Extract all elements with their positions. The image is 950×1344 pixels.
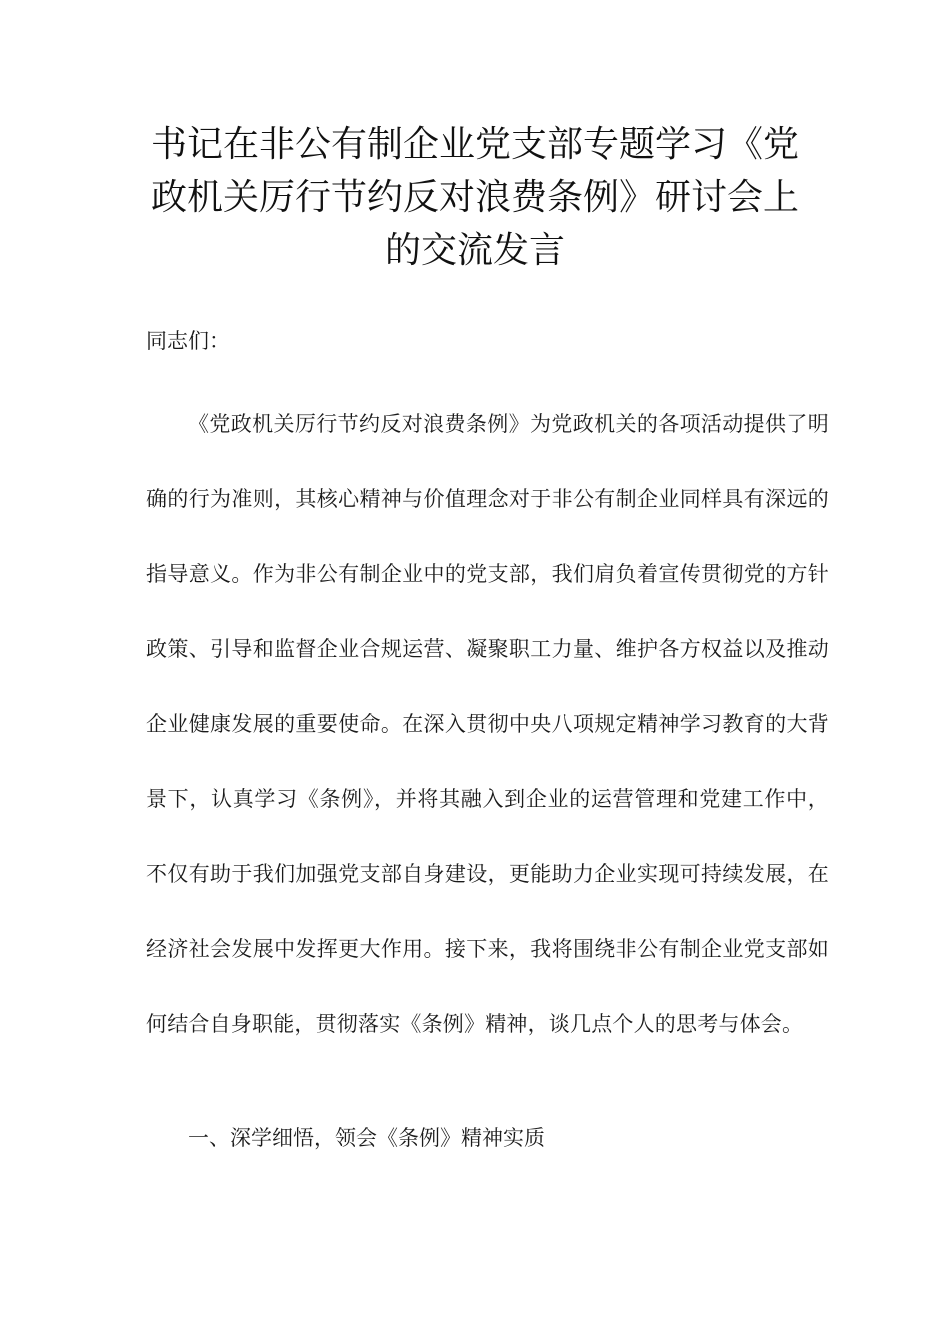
body-paragraph: 《党政机关厉行节约反对浪费条例》为党政机关的各项活动提供了明确的行为准则，其核心精神与价值理念对于非公有制企业同样具有深远的指导意义。作为非公有制企业中的党支部，我们肩负着宣传贯彻党的方针政策、引导和监督企业合规运营、凝聚职工力量、维护各方权益以及推动企业健康发展的重要使命。在深入贯彻中央八项规定精神学习教育的大背景下，认真学习《条例》，并将其融入到企业的运营管理和党建工作中，不仅有助于我们加强党支部自身建设，更能助力企业实现可持续发展，在经济社会发展中发挥更大作用。接下来，我将围绕非公有制企业党支部如何结合自身职能，贯彻落实《条例》精神，谈几点个人的思考与体会。 — [146, 412, 829, 1036]
salutation: 同志们： — [146, 329, 230, 353]
document-title: 书记在非公有制企业党支部专题学习《党政机关厉行节约反对浪费条例》研讨会上的交流发言 — [150, 124, 799, 271]
section-heading: 一、深学细悟，领会《条例》精神实质 — [188, 1126, 545, 1150]
